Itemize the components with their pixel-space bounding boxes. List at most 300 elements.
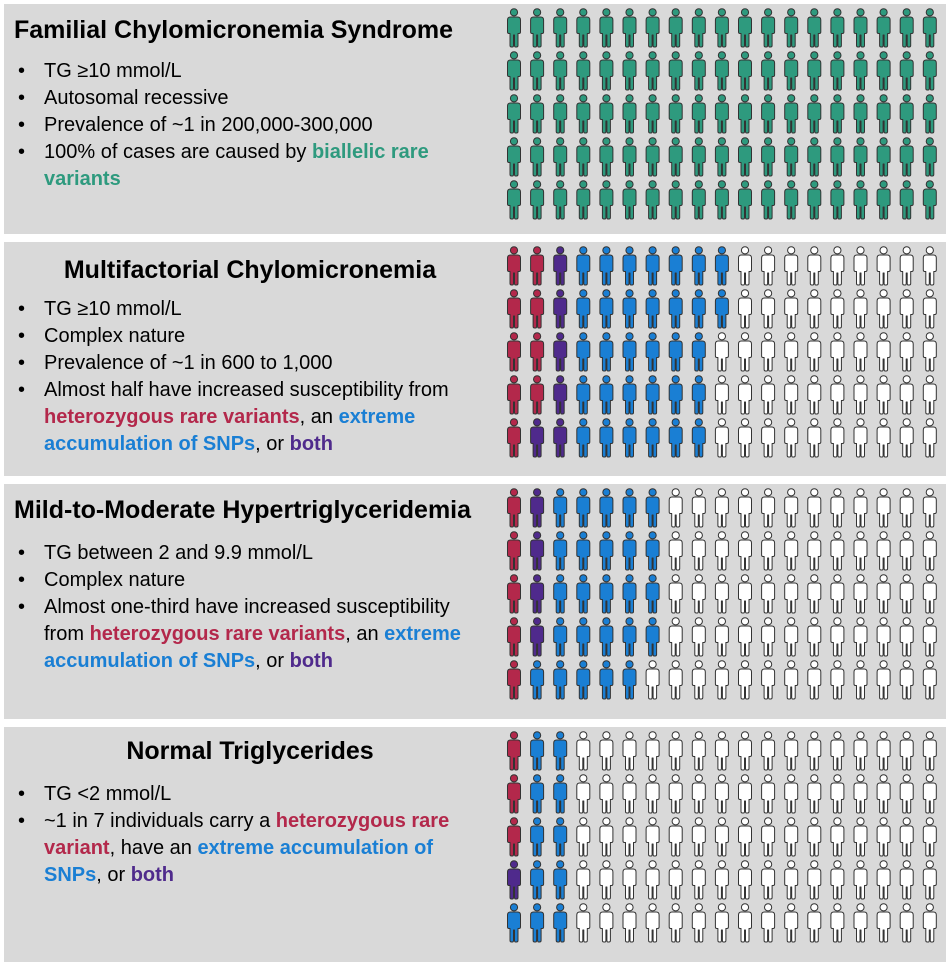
person-icon-green [739,52,752,90]
person-icon-green [877,52,890,90]
person-icon-green [623,52,636,90]
person-icon-white [762,732,775,770]
person-icon-green [785,181,798,219]
person-icon-blue [623,489,636,527]
person-icon-blue [623,333,636,371]
person-icon-white [692,861,705,899]
person-icon-blue [623,290,636,328]
person-icon-white [877,861,890,899]
person-icon-blue [646,290,659,328]
person-icon-green [923,52,936,90]
person-icon-green [785,138,798,176]
panel-text [4,484,496,719]
bullet-text: TG ≥10 mmol/L [44,298,182,320]
person-icon-white [646,661,659,699]
bullet-text: ~1 in 7 individuals carry a [44,810,276,832]
person-icon-green [508,181,521,219]
person-icon-purple [508,861,521,899]
person-icon-red [508,247,521,285]
bullet-text: TG <2 mmol/L [44,783,172,805]
person-icon-white [785,904,798,942]
person-icon-white [831,904,844,942]
person-icon-white [923,732,936,770]
person-icon-white [762,618,775,656]
bullet-text: , have an [109,837,198,859]
person-icon-green [785,9,798,47]
person-icon-red [508,732,521,770]
panel-normal-triglycerides [4,727,946,962]
person-icon-blue [600,419,613,457]
person-icon-green [900,52,913,90]
person-icon-green [508,138,521,176]
person-icon-white [785,419,798,457]
person-icon-blue [554,575,567,613]
person-icon-white [715,661,728,699]
person-icon-green [900,9,913,47]
person-icon-white [785,290,798,328]
bullet-list [16,781,486,889]
bullet-item [16,323,486,350]
person-icon-white [808,419,821,457]
bullet-list [16,296,486,458]
person-icon-purple [554,333,567,371]
panel-title: Normal Triglycerides [126,737,374,765]
highlight-text: biallelic rare variants [44,141,429,190]
person-icon-white [669,532,682,570]
person-icon-green [577,95,590,133]
person-icon-green [715,138,728,176]
person-icon-red [508,419,521,457]
bullet-text: , or [255,433,290,455]
person-icon-blue [531,818,544,856]
person-icon-white [623,904,636,942]
person-icon-white [785,376,798,414]
person-icon-blue [692,333,705,371]
person-icon-white [831,247,844,285]
person-icon-white [762,575,775,613]
bullet-text: TG ≥10 mmol/L [44,60,182,82]
person-icon-blue [577,333,590,371]
person-icon-green [577,138,590,176]
person-icon-white [877,419,890,457]
person-icon-white [854,532,867,570]
person-icon-white [854,618,867,656]
person-icon-green [646,181,659,219]
person-icon-purple [531,618,544,656]
person-icon-green [785,52,798,90]
person-icon-green [762,52,775,90]
person-icon-white [739,732,752,770]
person-icon-white [854,904,867,942]
person-icon-white [831,661,844,699]
person-icon-green [923,138,936,176]
person-icon-white [923,618,936,656]
person-icon-white [715,732,728,770]
person-icon-blue [692,290,705,328]
person-icon-white [900,904,913,942]
person-icon-white [739,818,752,856]
person-icon-white [762,861,775,899]
bullet-text: , an [299,406,339,428]
person-icon-white [923,532,936,570]
person-icon-white [923,861,936,899]
person-icon-white [692,489,705,527]
person-icon-white [577,775,590,813]
person-icon-blue [531,775,544,813]
person-icon-white [692,904,705,942]
person-icon-white [762,775,775,813]
person-icon-white [692,818,705,856]
person-icon-white [669,575,682,613]
person-icon-green [531,52,544,90]
person-icon-blue [577,376,590,414]
person-icon-white [877,489,890,527]
person-icon-green [508,52,521,90]
panel-title: Familial Chylomicronemia Syndrome [14,16,454,44]
person-icon-green [508,9,521,47]
person-icon-green [623,95,636,133]
person-icon-blue [554,904,567,942]
person-icon-white [692,661,705,699]
person-icon-green [692,52,705,90]
person-icon-green [854,9,867,47]
person-icon-green [646,95,659,133]
person-icon-white [600,732,613,770]
person-icon-white [923,489,936,527]
person-icon-white [923,818,936,856]
person-icon-blue [669,419,682,457]
person-icon-green [831,95,844,133]
person-icon-blue [715,247,728,285]
person-icon-white [900,861,913,899]
person-icon-white [739,489,752,527]
person-icon-white [831,419,844,457]
person-icon-white [692,775,705,813]
panel-text [4,4,496,234]
person-icon-white [854,861,867,899]
person-icon-white [739,419,752,457]
person-icon-blue [554,775,567,813]
bullet-item [16,594,486,675]
person-icon-green [762,138,775,176]
person-icon-white [831,861,844,899]
person-icon-white [854,247,867,285]
panel-title: Multifactorial Chylomicronemia [63,256,437,284]
person-icon-green [554,9,567,47]
person-icon-green [808,52,821,90]
highlight-text: both [130,864,175,886]
person-icon-white [785,333,798,371]
person-icon-white [715,532,728,570]
bullet-item [16,377,486,458]
person-icon-green [877,181,890,219]
person-icon-blue [600,532,613,570]
person-icon-green [831,181,844,219]
person-icon-white [923,376,936,414]
person-icon-white [715,775,728,813]
person-icon-white [808,532,821,570]
person-icon-white [900,376,913,414]
person-icon-blue [554,732,567,770]
bullet-list [16,540,486,675]
person-icon-green [554,52,567,90]
person-icon-white [739,618,752,656]
person-icon-red [508,489,521,527]
person-icon-white [900,732,913,770]
person-icon-red [531,376,544,414]
person-icon-blue [669,333,682,371]
person-icon-white [646,732,659,770]
person-icon-white [739,290,752,328]
person-icon-white [600,818,613,856]
person-icon-white [577,904,590,942]
person-icon-white [600,775,613,813]
person-icon-blue [554,818,567,856]
person-icon-red [508,290,521,328]
person-icon-white [785,489,798,527]
person-icon-white [877,333,890,371]
bullet-text: Autosomal recessive [44,87,229,109]
bullet-text: Complex nature [44,569,186,591]
person-icon-white [739,333,752,371]
person-icon-white [900,419,913,457]
person-icon-white [831,290,844,328]
person-icon-blue [646,419,659,457]
person-icon-blue [577,419,590,457]
bullet-text: TG between 2 and 9.9 mmol/L [44,542,314,564]
person-icon-white [739,775,752,813]
person-icon-purple [531,489,544,527]
person-icon-white [923,419,936,457]
highlight-text: extreme accumulation of SNPs [44,837,434,886]
person-icon-white [715,618,728,656]
person-icon-white [900,489,913,527]
person-icon-red [508,575,521,613]
person-icon-white [854,376,867,414]
person-icon-white [762,333,775,371]
person-icon-white [923,661,936,699]
person-icon-white [854,732,867,770]
person-icon-green [508,95,521,133]
person-icon-white [739,861,752,899]
person-icon-green [577,9,590,47]
person-icon-white [762,532,775,570]
person-icon-white [669,861,682,899]
person-icon-white [831,818,844,856]
person-icon-blue [669,376,682,414]
bullet-item [16,85,486,112]
person-icon-blue [692,376,705,414]
person-icon-blue [577,290,590,328]
person-icon-white [877,247,890,285]
person-icon-white [831,732,844,770]
person-icon-blue [577,532,590,570]
person-icon-grid [500,484,945,714]
person-icon-white [762,376,775,414]
person-icon-white [739,532,752,570]
person-icon-blue [623,532,636,570]
person-icon-white [785,861,798,899]
person-icon-green [623,181,636,219]
person-icon-blue [531,904,544,942]
person-icon-green [715,9,728,47]
person-icon-green [577,181,590,219]
person-icon-green [600,52,613,90]
person-icon-white [808,376,821,414]
person-icon-white [854,290,867,328]
person-icon-blue [600,247,613,285]
person-icon-white [762,661,775,699]
person-icon-blue [554,489,567,527]
person-icon-white [877,661,890,699]
person-icon-white [669,775,682,813]
person-icon-green [831,138,844,176]
person-icon-white [577,818,590,856]
person-icon-green [808,95,821,133]
person-icon-white [900,247,913,285]
person-icon-green [831,52,844,90]
person-icon-green [692,9,705,47]
person-icon-blue [669,247,682,285]
person-icon-white [762,247,775,285]
person-icon-green [600,181,613,219]
person-icon-white [669,661,682,699]
person-icon-white [785,661,798,699]
person-icon-white [715,419,728,457]
person-icon-white [854,661,867,699]
panel-text [4,242,496,476]
person-icon-white [739,247,752,285]
person-icon-blue [554,861,567,899]
bullet-text: , an [345,623,385,645]
person-icon-green [623,9,636,47]
bullet-text: Prevalence of ~1 in 200,000-300,000 [44,114,373,136]
person-icon-green [600,138,613,176]
person-icon-blue [531,732,544,770]
person-icon-white [900,618,913,656]
person-icon-white [715,333,728,371]
person-icon-green [715,52,728,90]
person-icon-green [923,95,936,133]
person-icon-white [692,618,705,656]
person-icon-blue [577,618,590,656]
bullet-text: , or [96,864,131,886]
person-icon-white [900,775,913,813]
person-icon-white [623,775,636,813]
person-icon-white [854,333,867,371]
bullet-item [16,567,486,594]
person-icon-white [831,532,844,570]
person-icon-green [692,95,705,133]
bullet-item [16,58,486,85]
person-icon-white [808,290,821,328]
person-icon-white [923,775,936,813]
person-icon-blue [646,532,659,570]
person-icon-blue [531,861,544,899]
person-icon-blue [669,290,682,328]
person-icon-blue [715,290,728,328]
person-icon-green [923,181,936,219]
person-icon-purple [531,575,544,613]
person-icon-green [669,181,682,219]
person-icon-white [785,532,798,570]
highlight-text: both [289,433,333,455]
person-icon-white [715,904,728,942]
person-icon-purple [531,419,544,457]
person-icon-green [923,9,936,47]
person-icon-green [646,52,659,90]
person-icon-white [692,732,705,770]
person-icon-grid [500,4,945,234]
person-icon-blue [600,661,613,699]
person-icon-white [669,618,682,656]
bullet-item [16,350,486,377]
person-icon-white [831,618,844,656]
person-icon-white [923,333,936,371]
person-icon-white [739,575,752,613]
person-icon-white [669,489,682,527]
person-icon-white [623,861,636,899]
person-icon-white [669,732,682,770]
person-icon-white [577,861,590,899]
panel-mild-moderate-hypertriglyceridemia [4,484,946,719]
person-icon-white [577,732,590,770]
person-icon-white [623,818,636,856]
person-icon-white [808,861,821,899]
person-icon-green [854,181,867,219]
person-icon-white [715,376,728,414]
person-icon-blue [554,661,567,699]
person-icon-white [692,532,705,570]
person-icon-white [854,489,867,527]
person-icon-white [646,775,659,813]
person-icon-green [646,9,659,47]
person-icon-white [923,290,936,328]
person-icon-green [600,95,613,133]
person-icon-white [808,489,821,527]
person-icon-green [854,138,867,176]
icon-grid-svg [500,727,945,957]
highlight-text: heterozygous rare variant [44,810,450,859]
bullet-text: Almost half have increased susceptibility from [44,379,449,401]
person-icon-white [762,818,775,856]
person-icon-green [554,138,567,176]
person-icon-white [762,419,775,457]
person-icon-green [854,95,867,133]
person-icon-white [877,376,890,414]
person-icon-blue [600,618,613,656]
person-icon-white [785,732,798,770]
person-icon-white [739,904,752,942]
person-icon-blue [600,489,613,527]
person-icon-blue [531,661,544,699]
person-icon-green [739,138,752,176]
person-icon-white [900,532,913,570]
person-icon-green [715,95,728,133]
highlight-text: heterozygous rare variants [44,406,300,428]
person-icon-green [808,138,821,176]
person-icon-white [623,732,636,770]
person-icon-blue [646,489,659,527]
highlight-text: extreme accumulation of SNPs [44,406,416,455]
person-icon-green [554,95,567,133]
person-icon-green [877,138,890,176]
bullet-text: Almost one-third have increased susceptibility from [44,596,450,645]
person-icon-blue [646,376,659,414]
person-icon-green [531,9,544,47]
person-icon-blue [623,618,636,656]
person-icon-white [877,818,890,856]
